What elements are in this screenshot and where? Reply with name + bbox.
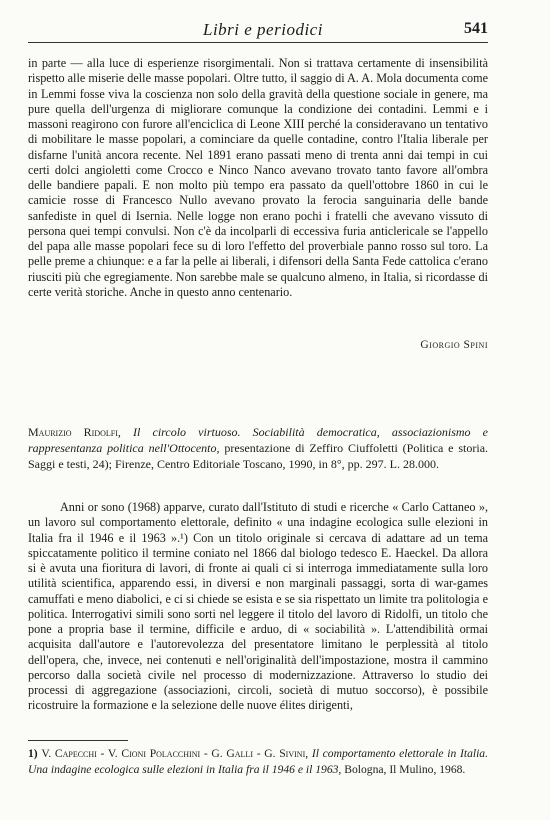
book-title: Il circolo virtuoso. Sociabilità democratica, associazionismo e rappresentanza politica nell'Ottocento,: [28, 425, 489, 455]
footnote-title: Il comportamento elettorale in Italia. Una indagine ecologica sulle elezioni in Italia fra il 1946 e il 1963,: [28, 747, 489, 776]
book-citation: [28, 424, 488, 472]
footnote-publisher: Bologna, Il Mulino, 1968.: [344, 762, 466, 776]
review-paragraph: Anni or sono (1968) apparve, curato dall'Istituto di studi e ricerche « Carlo Cattaneo », un lavoro sul comportamento elettorale, definito « una indagine ecologica sulle elezioni in Italia fra il 1946 e il 1963 ».¹) Con un titolo originale si cercava di adattare ad un tema spiccatamente politico il termine coniato nel 1866 dal biologo tedesco E. Haeckel. Da allora si è avuta una fioritura di lavori, di fronte ai quali ci si interroga immediatamente sulla loro utilità scientifica, apparendo essi, in diversi e non marginali passaggi, sorta di war-games camuffati e meno diabolici, e ci si chiede se esista e se sia rispettato un limite tra politologia e politica. Interrogativi simili sono sorti nel leggere il titolo del lavoro di Ridolfi, un titolo che pone a propria base il termine, difficile e arduo, di « sociabilità ». L'attendibilità ormai acquisita dall'autore e l'autorevolezza del presentatore limitano le perplessità al titolo dell'opera, che, invece, nei contenuti e nell'originalità dell'impostazione, mostra il cammino percorso dalla società civile nel processo di modernizzazione. Attraverso lo studio dei processi di aggregazione (associazioni, circoli, società di mutuo soccorso), è possibile ricostruire la formazione e la selezione delle nuove élites dirigenti,: [28, 500, 488, 713]
footnote-authors: V. Capecchi - V. Cioni Polacchini - G. Galli - G. Sivini,: [41, 747, 309, 760]
book-details: presentazione di Zeffiro Ciuffoletti (Politica e storia. Saggi e testi, 24); Firenze, Centro Editoriale Toscano, 1990, in 8°, pp. 297. L. 28.000.: [28, 441, 489, 471]
footnote-marker: 1): [28, 747, 38, 760]
review-continuation-paragraph: in parte — alla luce di esperienze risorgimentali. Non si trattava certamente di insensibilità rispetto alle miserie delle masse popolari. Oltre tutto, il saggio di A. A. Mola documenta come in Lemmi fosse viva la coscienza non solo della gravità della questione sociale in genere, ma pure quella dell'urgenza di migliorare comunque la condizione dei contadini. Lemmi e i massoni reagirono con furore all'enciclica di Leone XIII perché la consideravano un tentativo di mobilitare le masse popolari, a cominciare da quelle contadine, contro l'Italia liberale per disfarne l'unità ancora recente. Nel 1891 erano passati meno di trenta anni dai tempi in cui certi dolci angioletti come Crocco e Ninco Nanco avevano trovato tanto favore all'ombra delle bandiere papali. E non molto più tempo era passato da quell'ottobre 1860 in cui le camicie rosse di Francesco Nullo avevano provato la ferocia sanguinaria delle bande sanfediste in quel di Isernia. Nelle logge non erano pochi i fratelli che avevano vissuto di persona quei tempi convulsi. Non c'è da incolparli di eccessiva furia anticlericale se l'appello del papa alle masse popolari fece su di loro l'effetto del proverbiale panno rosso sul toro. La pelle preme a chiunque: e a far la pelle ai liberali, i difensori della Santa Fede cattolica c'erano riusciti più che egregiamente. Non sarebbe male se qualcuno almeno, in Italia, si ricordasse di certe verità storiche. Anche in questo anno centenario.: [28, 56, 488, 299]
book-author: Maurizio Ridolfi,: [28, 425, 121, 439]
running-title: Libri e periodici: [203, 20, 323, 39]
page-number: 541: [464, 20, 488, 37]
footnote: [28, 746, 488, 777]
page-header: [28, 20, 488, 43]
reviewer-signature: Giorgio Spini: [420, 339, 488, 351]
footnote-divider: [28, 740, 128, 741]
